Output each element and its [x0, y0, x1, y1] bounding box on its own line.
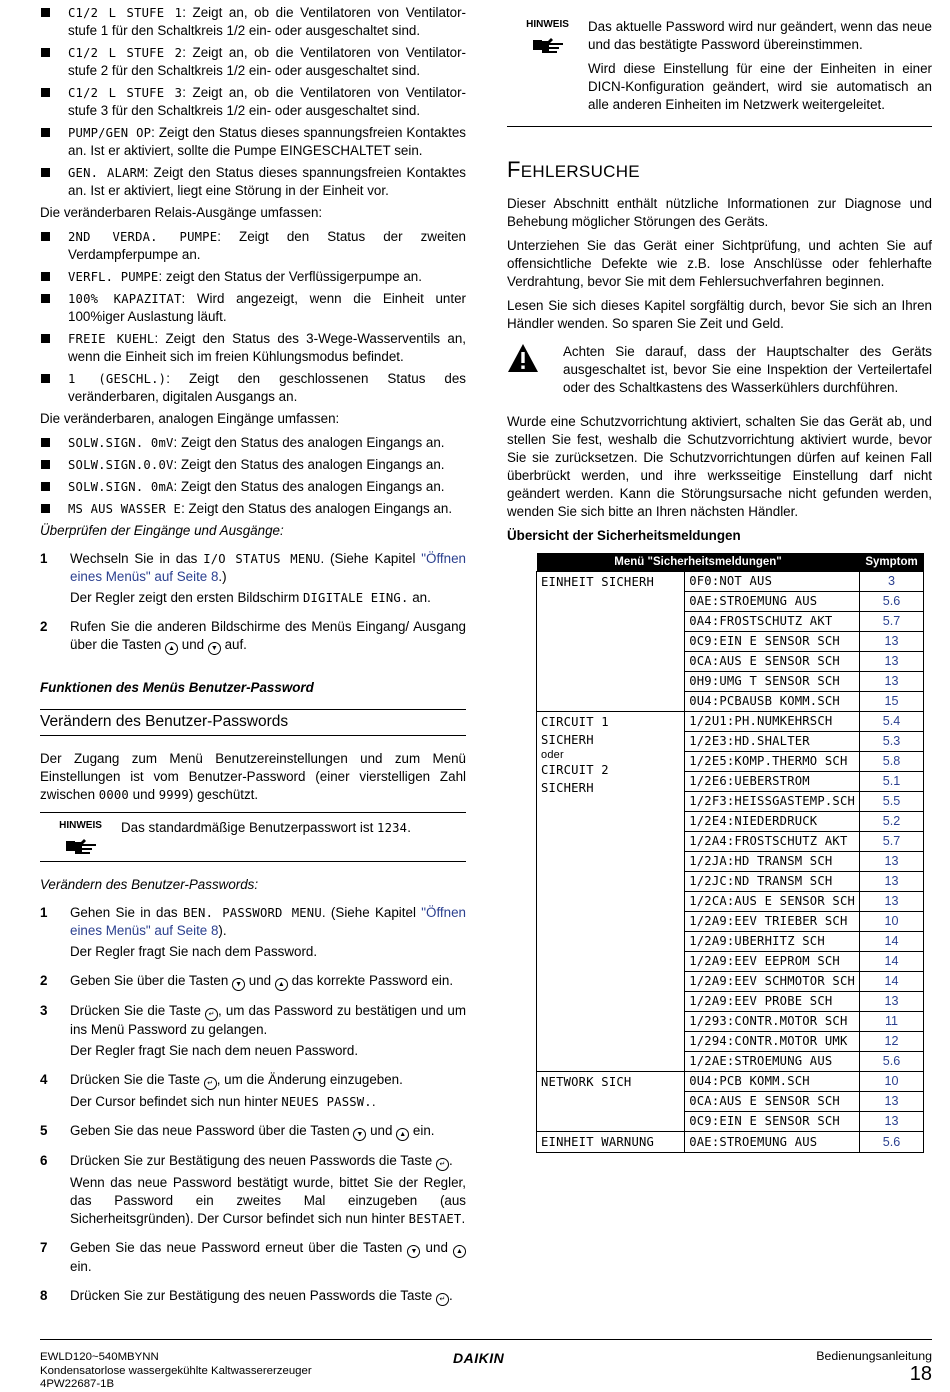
paragraph-3: Lesen Sie sich dieses Kapitel sorgfältig durch, bevor Sie sich an Ihren Händler wenden. So sparen Sie Zeit und Geld.	[507, 298, 932, 331]
bullet-text: : Zeigt den Status der zweiten Verdampferpumpe an.	[68, 229, 466, 262]
symptom-cell: 5.3	[860, 732, 924, 752]
step-text: .	[461, 1211, 466, 1226]
relay-code: SOLW.SIGN. 0mA	[68, 480, 174, 494]
password-step-7	[40, 1239, 466, 1276]
note-p1: Das aktuelle Password wird nur geändert, wenn das neue und das bestätigte Password übereinstimmen.	[588, 19, 932, 52]
note-box-right	[507, 10, 932, 127]
step-text: Drücken Sie zur Bestätigung des neuen Passwords die Taste	[70, 1153, 436, 1168]
step-number: 2	[40, 619, 48, 634]
message-cell: 0CA:AUS E SENSOR SCH	[685, 1092, 860, 1112]
step-number: 4	[40, 1072, 48, 1087]
step-text: Gehen Sie in das	[70, 905, 183, 920]
message-cell: 1/2A9:EEV SCHMOTOR SCH	[685, 972, 860, 992]
step-sub	[70, 1093, 466, 1111]
step-text: , um das Password zu bestätigen und um ins Menü Password zu gelangen.	[70, 1003, 466, 1037]
relay-code: FREIE KUEHL	[68, 332, 155, 346]
relay-code: C1/2 L STUFE 3	[68, 86, 183, 100]
message-cell: 1/2A9:EEV EEPROM SCH	[685, 952, 860, 972]
bullet-item	[40, 290, 466, 326]
code-0000: 0000	[98, 788, 129, 802]
step-text: .	[448, 1153, 453, 1168]
note-label-text: HINWEIS	[59, 820, 102, 831]
message-cell: 1/2A9:EEV TRIEBER SCH	[685, 912, 860, 932]
safety-messages-table	[536, 553, 924, 1153]
footer-divider	[40, 1339, 932, 1340]
relay-code: VERFL. PUMPE	[68, 270, 159, 284]
note-label	[507, 18, 588, 120]
enter-key-icon: ↵	[436, 1293, 449, 1306]
message-cell: 1/2AE:STROEMUNG AUS	[685, 1052, 860, 1072]
menu-column-header: Menü "Sicherheitsmeldungen"	[537, 553, 860, 572]
bullet-text: : Zeigt an, ob die Ventilatoren von Ventilator-stufe 2 für den Schaltkreis 1/2 ein- oder ausgeschaltet sind.	[68, 45, 466, 78]
bullet-text: : Zeigt an, ob die Ventilatoren von Ventilator-stufe 1 für den Schaltkreis 1/2 ein- oder ausgeschaltet sind.	[68, 5, 466, 38]
table-body	[537, 572, 924, 1153]
relay-code: 100% KAPAZITAT	[68, 292, 182, 306]
symptom-cell: 14	[860, 952, 924, 972]
step-text: das korrekte Password ein.	[287, 973, 454, 988]
message-cell: 0H9:UMG T SENSOR SCH	[685, 672, 860, 692]
step-text: Drücken Sie die Taste	[70, 1072, 204, 1087]
footer-left	[40, 1351, 312, 1392]
analog-intro: Die veränderbaren, analogen Eingänge umfassen:	[40, 411, 340, 426]
symptom-cell: 13	[860, 892, 924, 912]
symptom-cell: 12	[860, 1032, 924, 1052]
symptom-cell: 5.6	[860, 592, 924, 612]
step-text: , um die Änderung einzugeben.	[216, 1072, 403, 1087]
menu-link[interactable]: "Öffnen eines Menüs" auf Seite 8	[70, 905, 466, 938]
daikin-logo: DAIKIN	[453, 1350, 505, 1366]
footer-description: Kondensatorlose wassergekühlte Kaltwassererzeuger	[40, 1364, 312, 1377]
menu-code: BEN. PASSWORD MENU	[182, 906, 322, 920]
pointing-hand-icon	[64, 837, 98, 855]
relay-code: GEN. ALARM	[68, 166, 145, 180]
message-cell: 0CA:AUS E SENSOR SCH	[685, 652, 860, 672]
step-text: Wenn das neue Password bestätigt wurde, bittet Sie der Regler, das Password ein zweites Mal einzugeben (aus Sicherheitsgründen). Der Cursor befindet sich nun hinter	[70, 1175, 466, 1226]
heading-initial: F	[507, 157, 521, 182]
group-cell	[537, 572, 685, 712]
step-sub: Der Regler fragt Sie nach dem Password.	[70, 944, 318, 959]
up-arrow-key-icon: ▲	[453, 1245, 466, 1258]
step-number: 1	[40, 551, 48, 566]
relay-code: C1/2 L STUFE 1	[68, 6, 183, 20]
menu-code: I/O STATUS MENU	[203, 552, 321, 566]
step-sub: Der Regler fragt Sie nach dem neuen Password.	[70, 1043, 359, 1058]
analog-bullets	[40, 434, 466, 518]
bullet-text: : Zeigt den Status des analogen Eingangs an.	[173, 479, 445, 494]
symptom-cell: 5.1	[860, 772, 924, 792]
relay-code: 1 (GESCHL.)	[68, 372, 167, 386]
table-row	[537, 572, 924, 592]
right-column	[507, 10, 932, 1153]
step-text: Der Regler zeigt den ersten Bildschirm	[70, 590, 303, 605]
symptom-cell: 5.6	[860, 1052, 924, 1072]
symptom-cell: 13	[860, 872, 924, 892]
step-text: Geben Sie über die Tasten	[70, 973, 233, 988]
para-text: und	[128, 787, 159, 802]
message-cell: 1/2U1:PH.NUMKEHRSCH	[685, 712, 860, 732]
bullet-item	[40, 370, 466, 406]
check-step-2	[40, 618, 466, 655]
password-step-1	[40, 904, 466, 961]
symptom-cell: 11	[860, 1012, 924, 1032]
relay-bullets	[40, 228, 466, 406]
bullet-item	[40, 124, 466, 160]
table-title: Übersicht der Sicherheitsmeldungen	[507, 528, 741, 543]
change-heading: Verändern des Benutzer-Passwords:	[40, 877, 259, 892]
message-cell: 0U4:PCB KOMM.SCH	[685, 1072, 860, 1092]
bullet-item	[40, 44, 466, 80]
password-step-6	[40, 1152, 466, 1228]
step-text: ein.	[409, 1123, 435, 1138]
symptom-cell: 13	[860, 1092, 924, 1112]
enter-key-icon: ↵	[205, 1008, 218, 1021]
step-sub	[70, 589, 466, 607]
bullet-item	[40, 4, 466, 40]
access-paragraph	[40, 750, 466, 804]
step-text: ).	[218, 923, 227, 938]
status-bullets	[40, 4, 466, 200]
bullet-text: : zeigt den Status der Verflüssigerpumpe an.	[158, 269, 422, 284]
default-password: 1234	[377, 821, 408, 835]
step-text: Wechseln Sie in das	[70, 551, 204, 566]
password-step-8	[40, 1287, 466, 1306]
symptom-cell: 5.7	[860, 832, 924, 852]
bullet-text: : Zeigt den Status des analogen Eingangs an.	[173, 435, 445, 450]
group-cell	[537, 1132, 685, 1153]
relay-code: SOLW.SIGN. 0mV	[68, 436, 174, 450]
step-number: 8	[40, 1288, 48, 1303]
message-cell: 0AE:STROEMUNG AUS	[685, 592, 860, 612]
step-number: 1	[40, 905, 48, 920]
message-cell: 1/2E3:HD.SHALTER	[685, 732, 860, 752]
step-text: . (Siehe Kapitel	[321, 905, 422, 920]
table-row	[537, 1132, 924, 1153]
step-text: .)	[218, 569, 227, 584]
note-text-part: Das standardmäßige Benutzerpasswort ist	[121, 820, 378, 835]
code-9999: 9999	[158, 788, 189, 802]
symptom-cell: 5.2	[860, 812, 924, 832]
password-step-4	[40, 1071, 466, 1111]
para-text: Der Zugang zum Menü Benutzereinstellungen und zum Menü Einstellungen ist vom Benutzer-Password (einer vierstelligen Zahl zwischen	[40, 751, 466, 802]
symptom-cell: 5.4	[860, 712, 924, 732]
bullet-text: : Zeigt an, ob die Ventilatoren von Ventilator-stufe 3 für den Schaltkreis 1/2 ein- oder ausgeschaltet sind.	[68, 85, 466, 118]
symptom-cell: 13	[860, 652, 924, 672]
group-name: NETWORK SICH	[541, 1075, 632, 1089]
step-text: Rufen Sie die anderen Bildschirme des Menüs Eingang/ Ausgang über die Tasten	[70, 619, 466, 652]
group-name: EINHEIT WARNUNG	[541, 1135, 655, 1149]
symptom-cell: 5.5	[860, 792, 924, 812]
message-cell: 0A4:FROSTSCHUTZ AKT	[685, 612, 860, 632]
step-text: ein.	[70, 1259, 92, 1274]
pointing-hand-icon	[531, 36, 565, 54]
bullet-text: : Zeigt den geschlossenen Status des veränderbaren, digitalen Ausgangs an.	[68, 371, 466, 404]
step-text: .	[448, 1288, 453, 1303]
up-arrow-key-icon: ▲	[165, 642, 178, 655]
message-cell: 0C9:EIN E SENSOR SCH	[685, 632, 860, 652]
group-name: SICHERH	[541, 781, 594, 795]
step-text: Drücken Sie zur Bestätigung des neuen Passwords die Taste	[70, 1288, 436, 1303]
bullet-text: : Zeigt den Status des analogen Eingangs an.	[181, 501, 453, 516]
symptom-cell: 10	[860, 912, 924, 932]
bullet-text: : Zeigt den Status des 3-Wege-Wasserventils an, wenn die Einheit sich im freien Kühlungsmodus befindet.	[68, 331, 467, 364]
symptom-cell: 13	[860, 1112, 924, 1132]
note-text	[121, 819, 466, 837]
step-text: .	[371, 1094, 376, 1109]
password-step-2	[40, 972, 466, 991]
group-name: EINHEIT SICHERH	[541, 575, 655, 589]
note-body	[121, 819, 466, 855]
bullet-item	[40, 164, 466, 200]
heading-rest: EHLERSUCHE	[520, 162, 640, 181]
relay-code: SOLW.SIGN.0.0V	[68, 458, 174, 472]
change-password-heading: Verändern des Benutzer-Passwords	[40, 709, 466, 736]
relay-code: PUMP/GEN OP	[68, 126, 152, 140]
message-cell: 0U4:PCBAUSB KOMM.SCH	[685, 692, 860, 712]
symptom-column-header: Symptom	[860, 553, 924, 572]
note-label-text: HINWEIS	[526, 19, 569, 30]
bullet-item	[40, 478, 466, 496]
message-cell: 1/2CA:AUS E SENSOR SCH	[685, 892, 860, 912]
symptom-cell: 14	[860, 972, 924, 992]
message-cell: 1/2JA:HD TRANSM SCH	[685, 852, 860, 872]
step-text: Geben Sie das neue Password über die Tasten	[70, 1123, 354, 1138]
symptom-cell: 13	[860, 632, 924, 652]
footer-model: EWLD120~540MBYNN	[40, 1351, 159, 1363]
enter-key-icon: ↵	[436, 1158, 449, 1171]
message-cell: 1/2E4:NIEDERDRUCK	[685, 812, 860, 832]
step-sub	[70, 1174, 466, 1228]
warning-icon-wrap	[507, 343, 563, 397]
step-text: Drücken Sie die Taste	[70, 1003, 206, 1018]
message-cell: 0F0:NOT AUS	[685, 572, 860, 592]
bullet-text: : Zeigt den Status dieses spannungsfreien Kontaktes an. Ist er aktiviert, sollte die Pumpe EINGESCHALTET sein.	[68, 125, 466, 158]
step-text: an.	[408, 590, 431, 605]
enter-key-icon: ↵	[204, 1077, 217, 1090]
group-name: CIRCUIT 2	[541, 763, 609, 777]
step-text: . (Siehe Kapitel	[320, 551, 422, 566]
symptom-cell: 14	[860, 932, 924, 952]
group-cell	[537, 712, 685, 1072]
note-body	[588, 18, 932, 120]
message-cell: 1/2E5:KOMP.THERMO SCH	[685, 752, 860, 772]
paragraph-1: Dieser Abschnitt enthält nützliche Informationen zur Diagnose und Behebung möglicher Störungen des Geräts.	[507, 196, 932, 229]
bullet-item	[40, 500, 466, 518]
bullet-item	[40, 84, 466, 120]
message-cell: 1/293:CONTR.MOTOR SCH	[685, 1012, 860, 1032]
note-text-part: .	[407, 820, 411, 835]
down-arrow-key-icon: ▼	[232, 978, 245, 991]
para-text: ) geschützt.	[188, 787, 259, 802]
note-box	[40, 812, 466, 862]
table-row	[537, 1072, 924, 1092]
step-text: auf.	[220, 637, 247, 652]
step-text: und	[245, 973, 275, 988]
password-steps	[40, 904, 466, 1306]
relay-code: MS AUS WASSER E	[68, 502, 182, 516]
message-cell: 1/294:CONTR.MOTOR UMK	[685, 1032, 860, 1052]
symptom-cell: 5.6	[860, 1132, 924, 1153]
note-label	[40, 819, 121, 855]
symptom-cell: 15	[860, 692, 924, 712]
symptom-cell: 13	[860, 672, 924, 692]
symptom-cell: 3	[860, 572, 924, 592]
note-p2: Wird diese Einstellung für eine der Einheiten in einer DICN-Konfiguration geändert, wird sie automatisch an alle anderen Einheiten im Netzwerk weitergeleitet.	[588, 61, 932, 112]
step-number: 6	[40, 1153, 48, 1168]
footer-manual: Bedienungsanleitung	[816, 1349, 932, 1363]
relay-code: C1/2 L STUFE 2	[68, 46, 183, 60]
down-arrow-key-icon: ▼	[353, 1128, 366, 1141]
down-arrow-key-icon: ▼	[407, 1245, 420, 1258]
bullet-item	[40, 456, 466, 474]
step-text: und	[178, 637, 208, 652]
step-number: 5	[40, 1123, 48, 1138]
page-number: 18	[909, 1363, 932, 1385]
up-arrow-key-icon: ▲	[275, 978, 288, 991]
message-cell: 1/2A4:FROSTSCHUTZ AKT	[685, 832, 860, 852]
symptom-cell: 13	[860, 852, 924, 872]
bullet-text: : Zeigt den Status dieses spannungsfreien Kontaktes an. Ist er aktiviert, liegt eine Störung in der Einheit vor.	[68, 165, 466, 198]
group-cell	[537, 1072, 685, 1132]
relay-intro: Die veränderbaren Relais-Ausgänge umfassen:	[40, 205, 323, 220]
screen-code: BESTAET	[408, 1212, 462, 1226]
step-text: Der Cursor befindet sich nun hinter	[70, 1094, 282, 1109]
bullet-item	[40, 330, 466, 366]
footer-code: 4PW22687-1B	[40, 1378, 115, 1390]
symptom-cell: 10	[860, 1072, 924, 1092]
bullet-item	[40, 268, 466, 286]
symptom-cell: 5.8	[860, 752, 924, 772]
menu-link[interactable]: "Öffnen eines Menüs" auf Seite 8	[70, 551, 466, 584]
symptom-cell: 13	[860, 992, 924, 1012]
bullet-item	[40, 228, 466, 264]
table-header-row	[537, 553, 924, 572]
paragraph-4: Wurde eine Schutzvorrichtung aktiviert, schalten Sie das Gerät ab, und stellen Sie fest, weshalb die Schutzvorrichtung aktiviert wurde, bevor Sie sie zurücksetzen. Die Schutzvorrichtungen dürfen auf keinen Fall überbrückt werden, und ihre werksseitige Einstellung darf nicht geändert werden. Kann die Störungsursache nicht gefunden werden, wenden Sie sich bitte an Ihren nächsten Händler.	[507, 414, 932, 519]
screen-code: DIGITALE EING.	[302, 591, 409, 605]
message-cell: 1/2A9:EEV PROBE SCH	[685, 992, 860, 1012]
left-column	[40, 4, 466, 1317]
group-name: CIRCUIT 1	[541, 715, 609, 729]
bullet-text: : Zeigt den Status des analogen Eingangs an.	[173, 457, 445, 472]
bullet-item	[40, 434, 466, 452]
down-arrow-key-icon: ▼	[208, 642, 221, 655]
check-step-1	[40, 550, 466, 607]
function-heading: Funktionen des Menüs Benutzer-Password	[40, 680, 314, 695]
up-arrow-key-icon: ▲	[396, 1128, 409, 1141]
paragraph-2: Unterziehen Sie das Gerät einer Sichtprüfung, und achten Sie auf offensichtliche Defekte wie z.B. lose Anschlüsse oder fehlerhafte Verdrahtung, bevor Sie mit dem Fehlersuchverfahren beginnen.	[507, 238, 932, 289]
step-number: 2	[40, 973, 48, 988]
step-number: 3	[40, 1003, 48, 1018]
warning-triangle-icon	[507, 343, 539, 373]
password-step-3	[40, 1002, 466, 1060]
step-text: und	[366, 1123, 397, 1138]
message-cell: 0C9:EIN E SENSOR SCH	[685, 1112, 860, 1132]
warning-box	[507, 343, 932, 397]
password-step-5	[40, 1122, 466, 1141]
footer-right	[816, 1349, 932, 1385]
table-row	[537, 712, 924, 732]
screen-code: NEUES PASSW.	[281, 1095, 372, 1109]
step-text: und	[420, 1240, 453, 1255]
message-cell: 1/2JC:ND TRANSM SCH	[685, 872, 860, 892]
warning-text: Achten Sie darauf, dass der Hauptschalter des Geräts ausgeschaltet ist, bevor Sie eine Inspektion der Verteilertafel oder des Schaltkastens des Wasserkühlers durchführen.	[563, 344, 932, 395]
bullet-text: : Wird angezeigt, wenn die Einheit unter 100%iger Auslastung läuft.	[68, 291, 467, 324]
group-or: oder	[541, 749, 564, 761]
relay-code: 2ND VERDA. PUMPE	[68, 230, 218, 244]
message-cell: 1/2F3:HEISSGASTEMP.SCH	[685, 792, 860, 812]
step-number: 7	[40, 1240, 48, 1255]
step-text: Geben Sie das neue Password erneut über die Tasten	[70, 1240, 408, 1255]
message-cell: 0AE:STROEMUNG AUS	[685, 1132, 860, 1153]
symptom-cell: 5.7	[860, 612, 924, 632]
check-heading: Überprüfen der Eingänge und Ausgänge:	[40, 523, 284, 538]
section-heading	[507, 157, 932, 182]
message-cell: 1/2E6:UEBERSTROM	[685, 772, 860, 792]
group-name: SICHERH	[541, 733, 594, 747]
message-cell: 1/2A9:UBERHITZ SCH	[685, 932, 860, 952]
